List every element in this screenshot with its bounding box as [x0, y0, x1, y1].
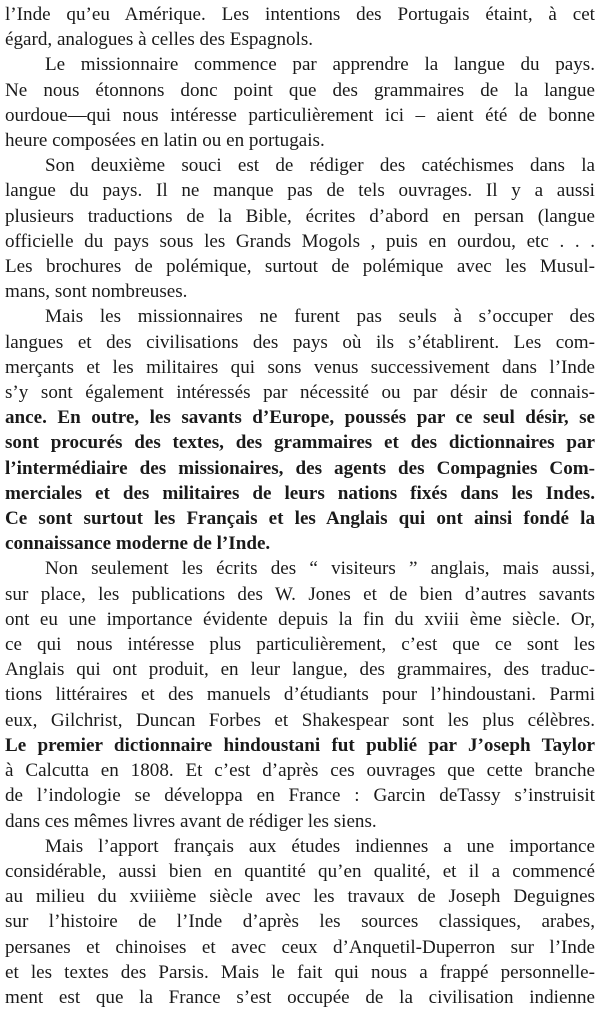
- text-line: dans ces mêmes livres avant de rédiger les siens.: [5, 810, 377, 832]
- paragraph: [5, 556, 595, 833]
- text-line: Ne nous étonnons donc point que des grammaires de la langue: [5, 79, 595, 101]
- text-line: connaissance moderne de l’Inde.: [5, 533, 271, 555]
- text-line: Le missionnaire commence par apprendre la langue du pays.: [45, 54, 595, 76]
- paragraph: [5, 304, 595, 556]
- text-line: Le premier dictionnaire hindoustani fut publié par J’oseph Taylor: [5, 734, 595, 756]
- text-line: au milieu du xviiième siècle avec les travaux de Joseph Deguignes: [5, 886, 595, 908]
- text-line: merciales et des militaires de leurs nations fixés dans les Indes.: [5, 482, 595, 504]
- paragraph: [5, 2, 595, 52]
- text-line: eux, Gilchrist, Duncan Forbes et Shakespear sont les plus célèbres.: [5, 709, 595, 731]
- text-line: Les brochures de polémique, surtout de polémique avec les Musul-: [5, 256, 595, 278]
- text-line: ance. En outre, les savants d’Europe, poussés par ce seul désir, se: [5, 407, 595, 429]
- text-line: Son deuxième souci est de rédiger des catéchismes dans la: [45, 155, 595, 177]
- text-line: heure composées en latin ou en portugais.: [5, 130, 325, 152]
- paragraph: [5, 153, 595, 304]
- text-line: plusieurs traductions de la Bible, écrites d’abord en persan (langue: [5, 205, 595, 227]
- text-line: Anglais qui ont produit, en leur langue, des grammaires, des traduc-: [5, 659, 595, 681]
- text-line: Non seulement les écrits des “ visiteurs ” anglais, mais aussi,: [45, 558, 595, 580]
- text-line: l’Inde qu’eu Amérique. Les intentions des Portugais étaint, à cet: [5, 4, 595, 25]
- text-line: l’intermédiaire des missionaires, des agents des Compagnies Com-: [5, 457, 595, 479]
- text-line: et les textes des Parsis. Mais le fait qui nous a frappé personnelle-: [5, 961, 595, 983]
- text-line: langue du pays. Il ne manque pas de tels ouvrages. Il y a aussi: [5, 180, 595, 202]
- text-line: Mais l’apport français aux études indiennes a une importance: [45, 835, 595, 857]
- text-line: ourdoue—qui nous intéresse particulièrement ici – aient été de bonne: [5, 104, 595, 126]
- text-line: ce qui nous intéresse plus particulièrement, c’est que ce sont les: [5, 634, 595, 656]
- text-line: de l’indologie se développa en France : Garcin deTassy s’instruisit: [5, 785, 595, 807]
- text-line: sur l’histoire de l’Inde d’après les sources classiques, arabes,: [5, 911, 595, 933]
- text-line: ment est que la France s’est occupée de la civilisation indienne: [5, 986, 595, 1008]
- text-line: langues et des civilisations des pays où ils s’établirent. Les com-: [5, 331, 595, 353]
- text-line: Ce sont surtout les Français et les Anglais qui ont ainsi fondé la: [5, 508, 595, 530]
- text-line: à Calcutta en 1808. Et c’est d’après ces ouvrages que cette branche: [5, 760, 595, 782]
- paragraph: [5, 52, 595, 153]
- text-line: égard, analogues à celles des Espagnols.: [5, 29, 314, 51]
- text-line: considérable, aussi bien en quantité qu’en qualité, et il a commencé: [5, 860, 595, 882]
- text-line: s’y sont également intéressés par nécessité ou par désir de connais-: [5, 382, 595, 404]
- text-line: ont eu une importance évidente depuis la fin du xviii ème siècle. Or,: [5, 608, 595, 630]
- text-line: officielle du pays sous les Grands Mogols , puis en ourdou, etc . . .: [5, 230, 595, 252]
- paragraph: [5, 834, 595, 1010]
- text-line: sont procurés des textes, des grammaires et des dictionnaires par: [5, 432, 595, 454]
- text-line: tions littéraires et des manuels d’étudiants pour l’hindoustani. Parmi: [5, 684, 595, 706]
- text-line: merçants et les militaires qui sons venus successivement dans l’Inde: [5, 356, 595, 378]
- text-line: persanes et chinoises et avec ceux d’Anquetil-Duperron sur l’Inde: [5, 936, 595, 958]
- text-line: sur place, les publications des W. Jones et de bien d’autres savants: [5, 583, 595, 605]
- text-line: mans, sont nombreuses.: [5, 281, 188, 303]
- text-line: Mais les missionnaires ne furent pas seuls à s’occuper des: [45, 306, 595, 328]
